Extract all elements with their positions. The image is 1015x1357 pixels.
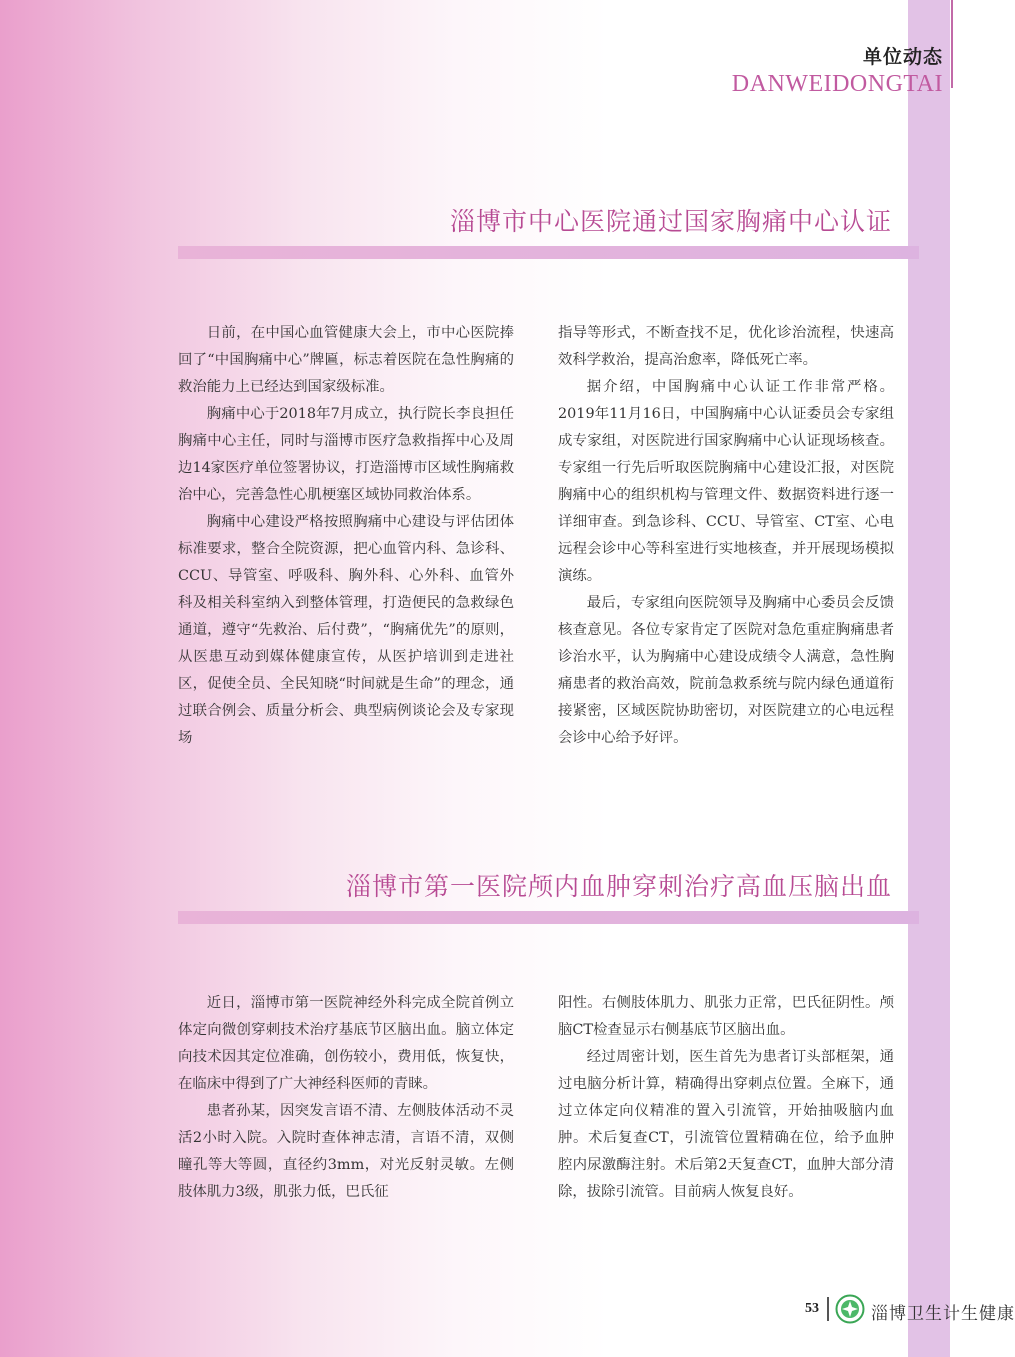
article1-headline: 淄博市中心医院通过国家胸痛中心认证	[449, 207, 892, 236]
article2-paragraph: 近日，淄博市第一医院神经外科完成全院首例立体定向微创穿刺技术治疗基底节区脑出血。脑立体定向技术因其定位准确，创伤较小，费用低，恢复快，在临床中得到了广大神经科医师的青睐。	[178, 995, 514, 1092]
section-tag	[732, 44, 943, 98]
side-accent-line	[951, 0, 953, 88]
footer-separator	[827, 1297, 829, 1321]
article1-paragraph: 日前，在中国心血管健康大会上，市中心医院捧回了“中国胸痛中心”牌匾，标志着医院在急性胸痛的救治能力上已经达到国家级标准。	[178, 325, 514, 395]
side-color-band	[908, 0, 950, 1357]
article2-divider	[178, 911, 919, 924]
article2-paragraph: 经过周密计划，医生首先为患者订头部框架，通过电脑分析计算，精确得出穿刺点位置。全麻下，通过立体定向仪精准的置入引流管，开始抽吸脑内血肿。术后复查CT，引流管位置精确在位，给予血肿腔内尿激酶注射。术后第2天复查CT，血肿大部分清除，拔除引流管。目前病人恢复良好。	[558, 1049, 894, 1200]
article1-paragraph: 最后，专家组向医院领导及胸痛中心委员会反馈核查意见。各位专家肯定了医院对急危重症胸痛患者诊治水平，认为胸痛中心建设成绩令人满意，急性胸痛患者的救治高效，院前急救系统与院内绿色通道衔接紧密，区域医院协助密切，对医院建立的心电远程会诊中心给予好评。	[558, 595, 894, 746]
article2-paragraph-continued: 阳性。右侧肢体肌力、肌张力正常，巴氏征阴性。颅脑CT检查显示右侧基底节区脑出血。	[558, 995, 894, 1038]
article1-paragraph: 胸痛中心建设严格按照胸痛中心建设与评估团体标准要求，整合全院资源，把心血管内科、急诊科、CCU、导管室、呼吸科、胸外科、心外科、血管外科及相关科室纳入到整体管理，打造便民的急救绿色通道，遵守“先救治、后付费”，“胸痛优先”的原则，从医患互动到媒体健康宣传，从医护培训到走进社区，促使全员、全民知晓“时间就是生命”的理念，通过联合例会、质量分析会、典型病例谈论会及专家现场	[178, 514, 514, 746]
article2-left-column	[178, 990, 514, 1206]
article1-paragraph: 胸痛中心于2018年7月成立，执行院长李良担任胸痛中心主任，同时与淄博市医疗急救指挥中心及周边14家医疗单位签署协议，打造淄博市区域性胸痛救治中心，完善急性心肌梗塞区域协同救治体系。	[178, 406, 514, 503]
section-title-en: DANWEIDONGTAI	[731, 71, 943, 97]
article2-headline: 淄博市第一医院颅内血肿穿刺治疗高血压脑出血	[345, 872, 892, 901]
article2-right-column	[558, 990, 894, 1206]
article1-paragraph-continued: 指导等形式，不断查找不足，优化诊治流程，快速高效科学救治，提高治愈率，降低死亡率。	[558, 325, 894, 368]
magazine-emblem-icon	[835, 1294, 865, 1324]
page-number: 53	[805, 1301, 819, 1316]
section-title-cn: 单位动态	[862, 46, 943, 68]
article1-right-column	[558, 320, 894, 752]
article1-divider	[178, 246, 919, 259]
magazine-name: 淄博卫生计生健康	[871, 1304, 1015, 1324]
article1-left-column	[178, 320, 514, 752]
article2-paragraph: 患者孙某，因突发言语不清、左侧肢体活动不灵活2小时入院。入院时查体神志清，言语不清，双侧瞳孔等大等圆，直径约3mm，对光反射灵敏。左侧肢体肌力3级，肌张力低，巴氏征	[178, 1103, 514, 1200]
article1-paragraph: 据介绍，中国胸痛中心认证工作非常严格。2019年11月16日，中国胸痛中心认证委员会专家组成专家组，对医院进行国家胸痛中心认证现场核查。专家组一行先后听取医院胸痛中心建设汇报，对医院胸痛中心的组织机构与管理文件、数据资料进行逐一详细审查。到急诊科、CCU、导管室、CT室、心电远程会诊中心等科室进行实地核查，并开展现场模拟演练。	[558, 379, 894, 584]
